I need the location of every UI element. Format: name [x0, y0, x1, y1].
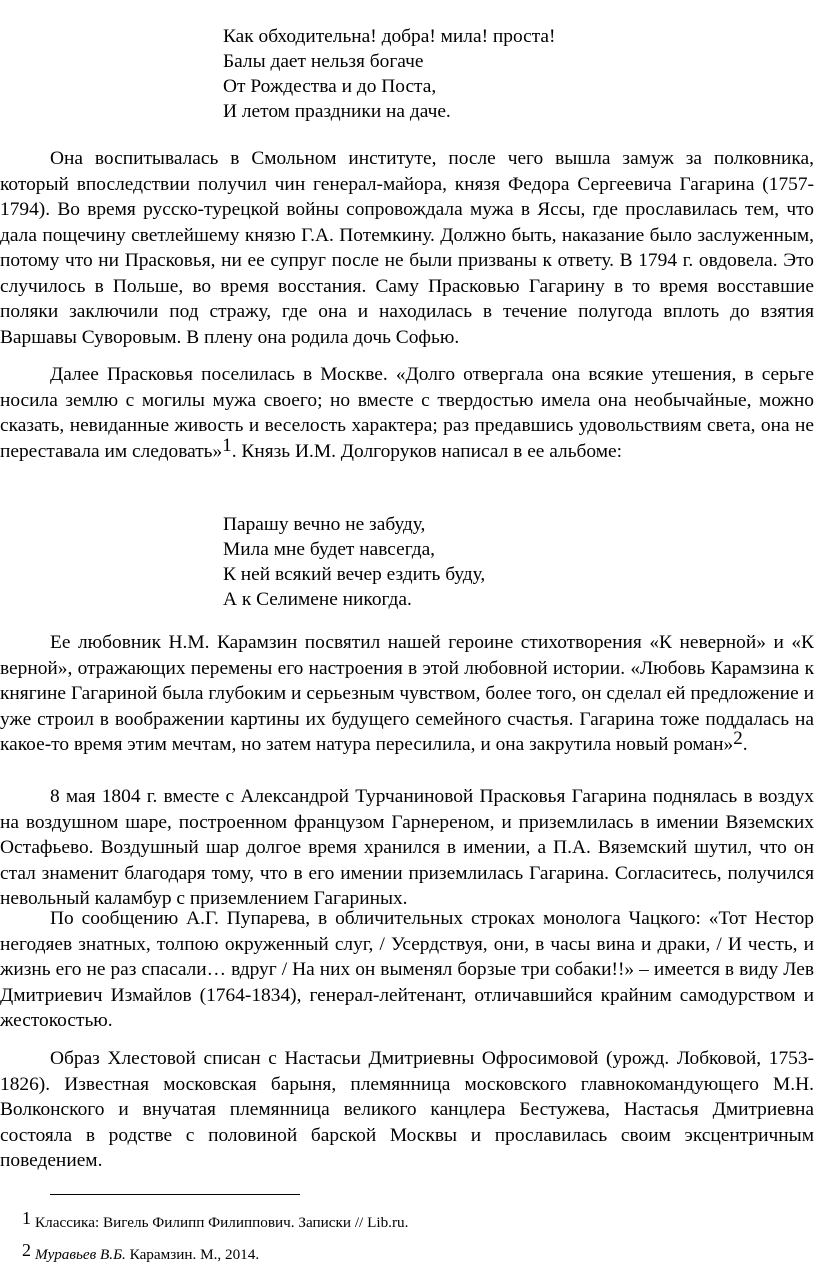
poem-line: От Рождества и до Поста, [223, 76, 437, 97]
footnote-1-number: 1 [22, 1208, 31, 1228]
poem-line: Парашу вечно не забуду, [223, 514, 426, 535]
footnote-ref-1: 1 [222, 434, 232, 456]
paragraph-3-text: Ее любовник Н.М. Карамзин посвятил нашей героине стихотворения «К неверной» и «К верной», отражающих перемены его настроения в этой любовной истории. «Любовь Карамзина к княгине Гагариной была глубоким и серьезным чувством, более того, он сделал ей предложение и уже строил в воображении картины их будущего семейного счастья. Гагарина тоже поддалась на какое-то время этим мечтам, но затем натура пересилила, и она закрутила новый роман» [0, 632, 814, 755]
paragraph-3-tail: . [742, 734, 748, 755]
poem-line: К ней всякий вечер ездить буду, [223, 564, 486, 585]
poem-line: А к Селимене никогда. [223, 589, 412, 610]
footnote-1-text: Классика: Вигель Филипп Филиппович. Записки // Lib.ru. [35, 1214, 409, 1231]
poem-line: И летом праздники на даче. [223, 101, 451, 122]
paragraph-4: 8 мая 1804 г. вместе с Александрой Турчаниновой Прасковья Гагарина поднялась в воздух на воздушном шаре, построенном французом Гарнереном, и приземлилась в имении Вяземских Остафьево. Воздушный шар долгое время хранился в имении, а П.А. Вяземский шутил, что он стал знаменит благодаря тому, что в его имении приземлилась Гагарина. Согласитесь, получился невольный каламбур с приземлением Гагариных. [0, 786, 814, 909]
paragraph-3 [0, 630, 814, 758]
footnote-ref-2: 2 [733, 728, 743, 749]
poem-block-2 [223, 512, 485, 612]
footnote-2-text: Карамзин. М., 2014. [125, 1246, 260, 1263]
poem-line: Мила мне будет навсегда, [223, 539, 436, 560]
footnote-1 [22, 1208, 408, 1233]
poem-block-1 [223, 24, 556, 124]
footnote-2-number: 2 [22, 1240, 31, 1260]
paragraph-1: Она воспитывалась в Смольном институте, после чего вышла замуж за полковника, который впоследствии получил чин генерал-майора, князя Федора Сергеевича Гагарина (1757-1794). Во время русско-турецкой войны сопровождала мужа в Яссы, где прославилась тем, что дала пощечину светлейшему князю Г.А. Потемкину. Должно быть, наказание было заслуженным, потому что ни Прасковья, ни ее супруг после не были призваны к ответу. В 1794 г. овдовела. Это случилось в Польше, во время восстания. Саму Прасковью Гагарину в то время восставшие поляки заключили под стражу, где она и находилась в течение полугода вплоть до взятия Варшавы Суворовым. В плену она родила дочь Софью. [0, 148, 814, 348]
paragraph-2 [0, 362, 814, 464]
footnote-2 [22, 1240, 259, 1265]
footnote-separator [50, 1194, 300, 1195]
poem-line: Балы дает нельзя богаче [223, 51, 424, 72]
paragraph-5: По сообщению А.Г. Пупарева, в обличительных строках монолога Чацкого: «Тот Нестор негодяев знатных, толпою окруженный слуг, / Усердствуя, они, в часы вина и драки, / И честь, и жизнь его не раз спасали… вдруг / На них он выменял борзые три собаки!!» – имеется в виду Лев Дмитриевич Измайлов (1764-1834), генерал-лейтенант, отличавшийся крайним самодурством и жестокостью. [0, 908, 814, 1031]
footnote-2-author: Муравьев В.Б. [35, 1246, 126, 1263]
paragraph-6: Образ Хлестовой списан с Настасьи Дмитриевны Офросимовой (урожд. Лобковой, 1753-1826). Известная московская барыня, племянница московского главнокомандующего М.Н. Волконского и внучатая племянница великого канцлера Бестужева, Настасья Дмитриевна состояла в родстве с половиной барской Москвы и прославилась своим эксцентричным поведением. [0, 1048, 814, 1171]
paragraph-2-tail: . Князь И.М. Долгоруков написал в ее альбоме: [231, 440, 623, 462]
poem-line: Как обходительна! добра! мила! проста! [223, 26, 556, 47]
paragraph-2-text: Далее Прасковья поселилась в Москве. «Долго отвергала она всякие утешения, в серьге носила землю с могилы мужа своего; но вместе с твердостью имела она необычайные, можно сказать, невиданные живость и веселость характера; раз предавшись удовольствиям света, она не переставала им следовать» [0, 364, 814, 462]
